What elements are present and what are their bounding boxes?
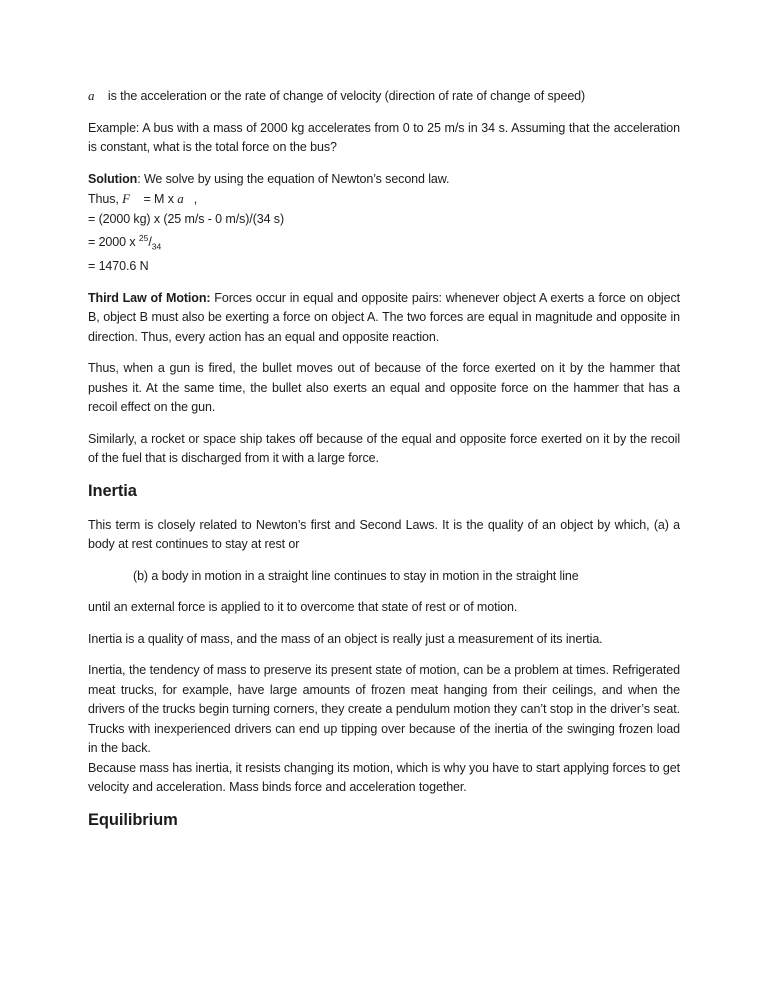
- solution-intro-text: : We solve by using the equation of Newton’s second law.: [137, 171, 450, 186]
- paragraph-gun-example: Thus, when a gun is fired, the bullet moves out of because of the force exerted on it by the hammer that pushes it. At the same time, the bullet also exerts an equal and opposite force on the hammer that has a recoil effect on the gun.: [88, 361, 680, 415]
- vector-a-symbol: a⃗: [177, 191, 194, 206]
- solution-result: = 1470.6 N: [88, 259, 149, 274]
- fraction-numerator: 25: [138, 233, 149, 243]
- solution-intro-line: [88, 170, 680, 190]
- paragraph-inertia-intro: This term is closely related to Newton’s first and Second Laws. It is the quality of an object by which, (a) a body at rest continues to stay at rest or: [88, 517, 680, 552]
- paragraph-until-external-force: until an external force is applied to it to overcome that state of rest or of motion.: [88, 600, 518, 615]
- paragraph-mass-binds: Because mass has inertia, it resists changing its motion, which is why you have to start applying forces to get velocity and acceleration. Mass binds force and acceleration together.: [88, 760, 680, 795]
- paragraph-meat-trucks: Inertia, the tendency of mass to preserve its present state of motion, can be a problem at times. Refrigerated meat trucks, for example, have large amounts of frozen meat hanging from their ceilings, and when the drivers of the trucks begin turning corners, they create a pendulum motion they can’t stop in the driver’s seat. Trucks with inexperienced drivers can end up tipping over because of the inertia of the swinging frozen load in the back.: [88, 663, 680, 756]
- paragraph-inertia-point-b: (b) a body in motion in a straight line continues to stay in motion in the straight line: [133, 568, 579, 583]
- solution-block: [88, 170, 680, 277]
- paragraph-acceleration-definition: [88, 86, 680, 107]
- third-law-label: Third Law of Motion:: [88, 290, 211, 305]
- paragraph-rocket-example: Similarly, a rocket or space ship takes off because of the equal and opposite force exerted on it by the recoil of the fuel that is discharged from it with a large force.: [88, 431, 680, 466]
- formula-thus-text: Thus,: [88, 192, 123, 206]
- solution-step-1: = (2000 kg) x (25 m/s - 0 m/s)/(34 s): [88, 211, 285, 226]
- solution-step-2: [88, 229, 680, 257]
- fraction-slash: /: [148, 235, 152, 250]
- paragraph-third-law: [88, 289, 680, 348]
- inertia-heading: Inertia: [88, 481, 137, 500]
- acceleration-definition-text: is the acceleration or the rate of change of velocity (direction of rate of change of speed): [104, 89, 586, 103]
- fraction-denominator: 34: [151, 241, 162, 252]
- formula-equals-text: = M x: [140, 192, 178, 206]
- equilibrium-heading: Equilibrium: [88, 810, 178, 829]
- third-law-text: Forces occur in equal and opposite pairs: whenever object A exerts a force on object B, object B must also be exerting a force on object A. The two forces are equal in magnitude and opposite in direction. Thus, every action has an equal and opposite reaction.: [88, 290, 680, 344]
- paragraph-inertia-quality: Inertia is a quality of mass, and the mass of an object is really just a measurement of its inertia.: [88, 631, 603, 646]
- solution-formula-line: [88, 189, 680, 210]
- step-2-prefix: = 2000 x: [88, 235, 139, 250]
- paragraph-example-problem: Example: A bus with a mass of 2000 kg accelerates from 0 to 25 m/s in 34 s. Assuming that the acceleration is constant, what is the total force on the bus?: [88, 120, 680, 154]
- solution-label: Solution: [88, 171, 138, 186]
- formula-comma: ,: [193, 192, 198, 206]
- vector-F-symbol: F⃗: [122, 191, 141, 206]
- vector-a-symbol: a⃗: [88, 88, 105, 103]
